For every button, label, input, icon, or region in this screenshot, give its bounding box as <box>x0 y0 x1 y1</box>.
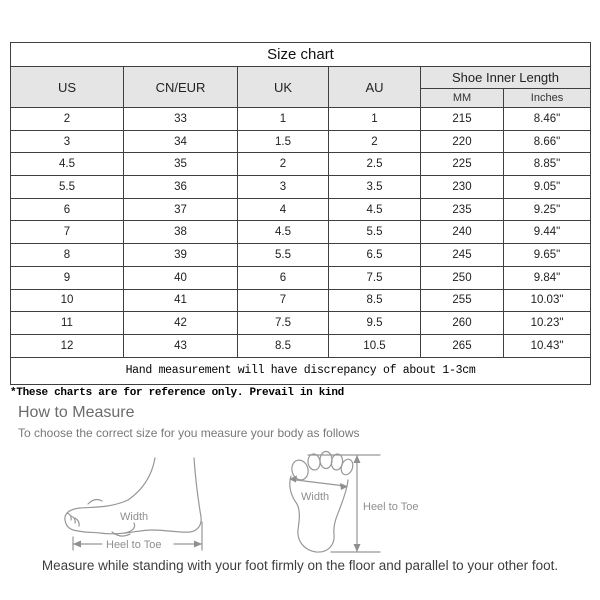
size-cell: 10.03" <box>504 289 591 312</box>
arrowhead-right <box>194 541 202 548</box>
size-cell: 37 <box>124 198 238 221</box>
size-cell: 5.5 <box>329 221 421 244</box>
how-to-measure-heading: How to Measure <box>18 404 135 421</box>
size-cell: 35 <box>124 153 238 176</box>
size-cell: 260 <box>421 312 504 335</box>
size-cell: 235 <box>421 198 504 221</box>
size-cell: 5.5 <box>11 176 124 199</box>
size-cell: 6.5 <box>329 244 421 267</box>
size-cell: 7.5 <box>238 312 329 335</box>
size-cell: 2 <box>238 153 329 176</box>
size-cell: 4.5 <box>238 221 329 244</box>
size-cell: 220 <box>421 130 504 153</box>
side-view-length-label: Heel to Toe <box>106 539 162 551</box>
size-cell: 41 <box>124 289 238 312</box>
toe-3 <box>320 452 332 469</box>
table-row <box>11 198 591 221</box>
length-arrowhead-top <box>354 455 361 463</box>
top-view-length-label: Heel to Toe <box>363 501 419 513</box>
foot-side-view-diagram <box>56 447 306 557</box>
how-to-measure-subheading: To choose the correct size for you measure your body as follows <box>18 426 360 440</box>
size-cell: 250 <box>421 266 504 289</box>
size-cell: 9.05" <box>504 176 591 199</box>
size-cell: 9.65" <box>504 244 591 267</box>
column-header-inner-length: Shoe Inner Length <box>421 67 591 89</box>
size-cell: 11 <box>11 312 124 335</box>
toe-2 <box>307 453 321 471</box>
size-cell: 10.5 <box>329 334 421 357</box>
table-header-row <box>11 67 591 89</box>
size-cell: 2.5 <box>329 153 421 176</box>
size-cell: 4.5 <box>11 153 124 176</box>
size-cell: 12 <box>11 334 124 357</box>
table-row <box>11 108 591 131</box>
size-cell: 39 <box>124 244 238 267</box>
size-cell: 34 <box>124 130 238 153</box>
size-cell: 1 <box>238 108 329 131</box>
size-cell: 38 <box>124 221 238 244</box>
column-header-au: AU <box>329 67 421 108</box>
size-chart-table <box>10 42 591 385</box>
size-cell: 42 <box>124 312 238 335</box>
table-row <box>11 130 591 153</box>
measure-instruction-caption: Measure while standing with your foot firmly on the floor and parallel to your other foot. <box>41 558 559 573</box>
table-row <box>11 176 591 199</box>
size-cell: 8.46" <box>504 108 591 131</box>
size-cell: 8.66" <box>504 130 591 153</box>
size-cell: 6 <box>11 198 124 221</box>
size-cell: 9.84" <box>504 266 591 289</box>
column-header-mm: MM <box>421 89 504 108</box>
table-title-row <box>11 43 591 67</box>
column-header-cn-eur: CN/EUR <box>124 67 238 108</box>
reference-note: *These charts are for reference only. Prevail in kind <box>10 387 344 399</box>
size-cell: 7.5 <box>329 266 421 289</box>
table-row <box>11 289 591 312</box>
table-footnote: Hand measurement will have discrepancy of about 1-3cm <box>11 357 591 384</box>
length-arrowhead-bottom <box>354 544 361 552</box>
foot-top-view-diagram <box>283 446 435 560</box>
table-row <box>11 334 591 357</box>
size-cell: 8.5 <box>329 289 421 312</box>
top-view-width-label: Width <box>301 491 330 503</box>
width-dimension-line <box>292 480 345 487</box>
table-body <box>11 108 591 358</box>
size-cell: 8.5 <box>238 334 329 357</box>
size-cell: 3.5 <box>329 176 421 199</box>
size-cell: 265 <box>421 334 504 357</box>
size-cell: 255 <box>421 289 504 312</box>
size-cell: 43 <box>124 334 238 357</box>
size-cell: 7 <box>11 221 124 244</box>
size-cell: 2 <box>329 130 421 153</box>
size-cell: 9.44" <box>504 221 591 244</box>
column-header-inches: Inches <box>504 89 591 108</box>
size-cell: 10.23" <box>504 312 591 335</box>
size-cell: 9 <box>11 266 124 289</box>
size-cell: 10.43" <box>504 334 591 357</box>
table-footnote-row <box>11 357 591 384</box>
size-cell: 1.5 <box>238 130 329 153</box>
size-chart-table-container <box>10 42 590 385</box>
side-view-width-label: Width <box>120 511 149 523</box>
table-row <box>11 266 591 289</box>
size-cell: 4 <box>238 198 329 221</box>
arrowhead-left <box>73 541 81 548</box>
table-title: Size chart <box>11 43 591 67</box>
size-cell: 245 <box>421 244 504 267</box>
toe-5 <box>339 458 354 477</box>
size-cell: 36 <box>124 176 238 199</box>
size-cell: 215 <box>421 108 504 131</box>
size-cell: 5.5 <box>238 244 329 267</box>
size-cell: 7 <box>238 289 329 312</box>
size-cell: 3 <box>11 130 124 153</box>
size-cell: 225 <box>421 153 504 176</box>
size-cell: 6 <box>238 266 329 289</box>
size-cell: 9.5 <box>329 312 421 335</box>
size-cell: 3 <box>238 176 329 199</box>
foot-sole-outline <box>290 476 348 552</box>
table-row <box>11 244 591 267</box>
size-cell: 8.85" <box>504 153 591 176</box>
size-cell: 40 <box>124 266 238 289</box>
size-cell: 8 <box>11 244 124 267</box>
column-header-uk: UK <box>238 67 329 108</box>
size-cell: 240 <box>421 221 504 244</box>
column-header-us: US <box>11 67 124 108</box>
size-cell: 10 <box>11 289 124 312</box>
size-cell: 4.5 <box>329 198 421 221</box>
size-cell: 33 <box>124 108 238 131</box>
table-row <box>11 312 591 335</box>
size-cell: 2 <box>11 108 124 131</box>
table-row <box>11 153 591 176</box>
size-cell: 1 <box>329 108 421 131</box>
size-cell: 9.25" <box>504 198 591 221</box>
table-row <box>11 221 591 244</box>
size-cell: 230 <box>421 176 504 199</box>
